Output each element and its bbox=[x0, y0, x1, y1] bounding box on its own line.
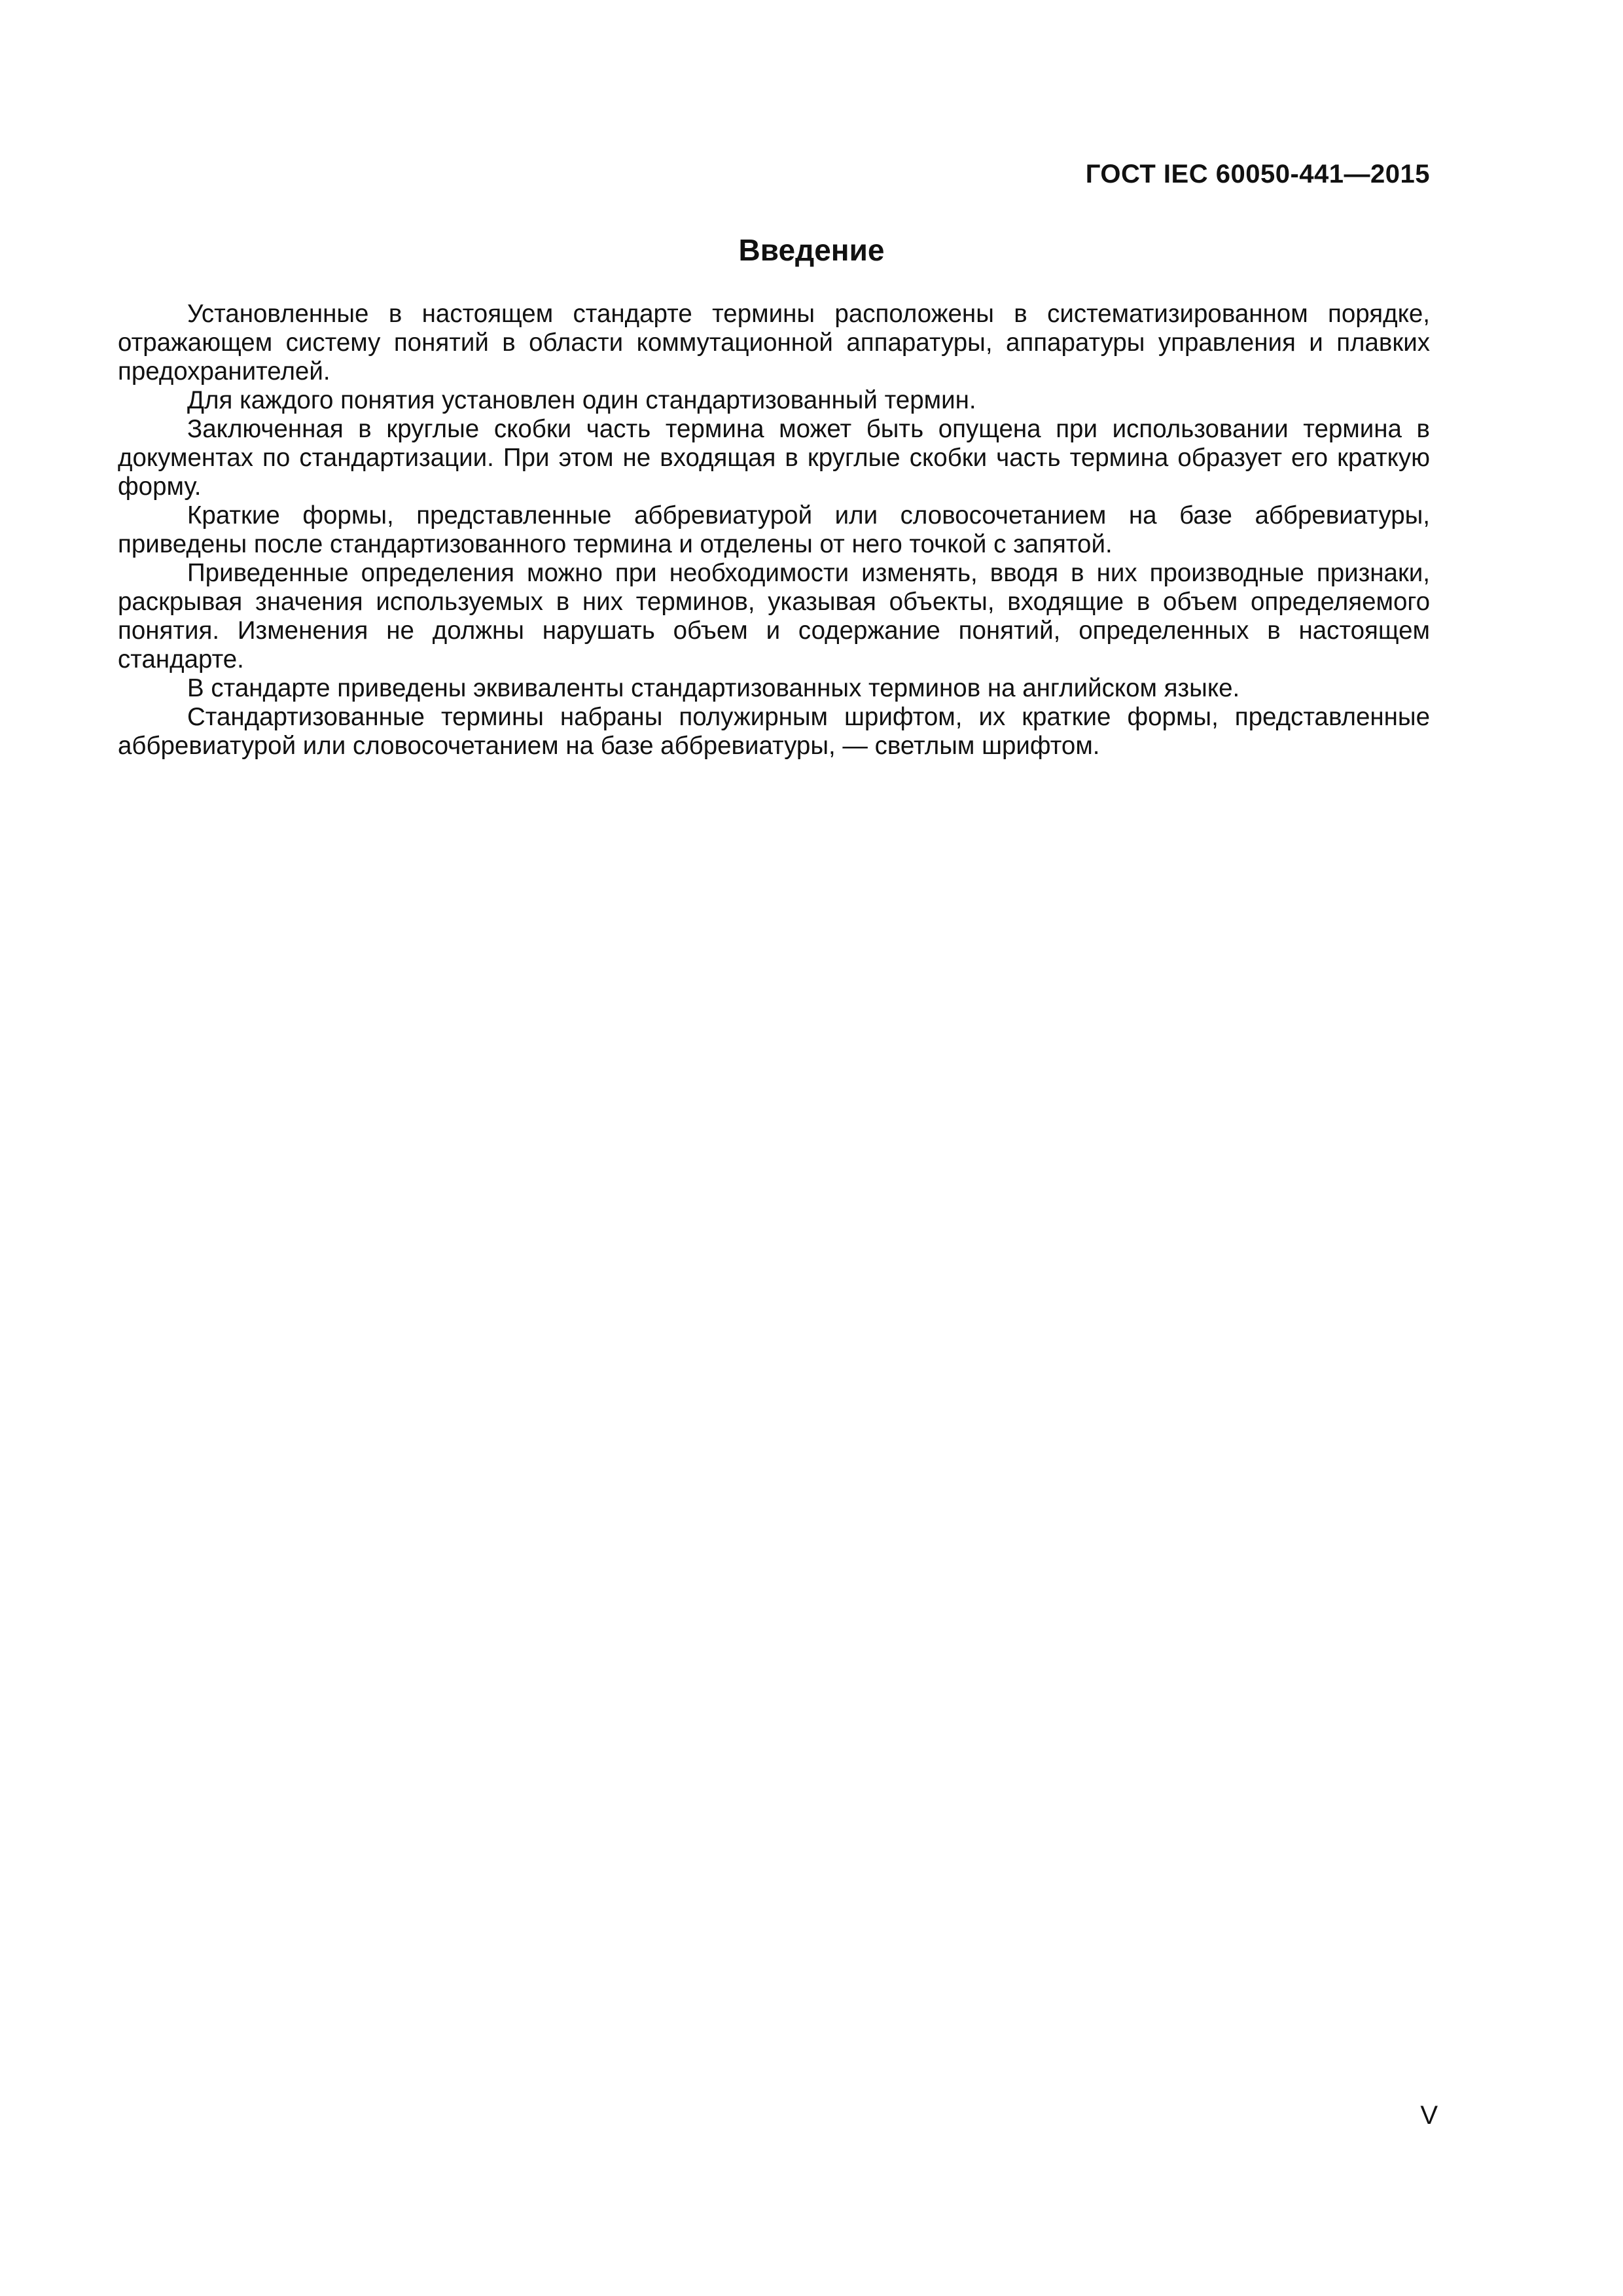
page-number: V bbox=[1420, 2101, 1438, 2130]
introduction-body bbox=[118, 300, 1430, 761]
page-title: Введение bbox=[738, 233, 885, 267]
paragraph-brackets: Заключенная в круглые скобки часть термина может быть опущена при использовании термина в документах по стандартизации. При этом не входящая в круглые скобки часть термина образует его краткую форму. bbox=[118, 415, 1430, 501]
paragraph-typography: Стандартизованные термины набраны полужирным шрифтом, их краткие формы, представленные аббревиатурой или словосочетанием на базе аббревиатуры, — светлым шрифтом. bbox=[118, 703, 1430, 760]
paragraph-english-equivalents: В стандарте приведены эквиваленты стандартизованных терминов на английском языке. bbox=[187, 674, 1240, 702]
paragraph-definitions: Приведенные определения можно при необходимости изменять, вводя в них производные признаки, раскрывая значения используемых в них терминов, указывая объекты, входящие в объем определяемого понятия. Изменения не должны нарушать объем и содержание понятий, определенных в настоящем стандарте. bbox=[118, 559, 1430, 673]
standard-id-header: ГОСТ IEC 60050-441—2015 bbox=[1085, 160, 1430, 188]
paragraph-terms-order: Установленные в настоящем стандарте термины расположены в систематизированном порядке, отражающем систему понятий в области коммутационной аппаратуры, аппаратуры управления и плавких предохранителей. bbox=[118, 300, 1430, 386]
paragraph-short-forms: Краткие формы, представленные аббревиатурой или словосочетанием на базе аббревиатуры, приведены после стандартизованного термина и отделены от него точкой с запятой. bbox=[118, 501, 1430, 558]
paragraph-single-term: Для каждого понятия установлен один стандартизованный термин. bbox=[187, 386, 976, 414]
